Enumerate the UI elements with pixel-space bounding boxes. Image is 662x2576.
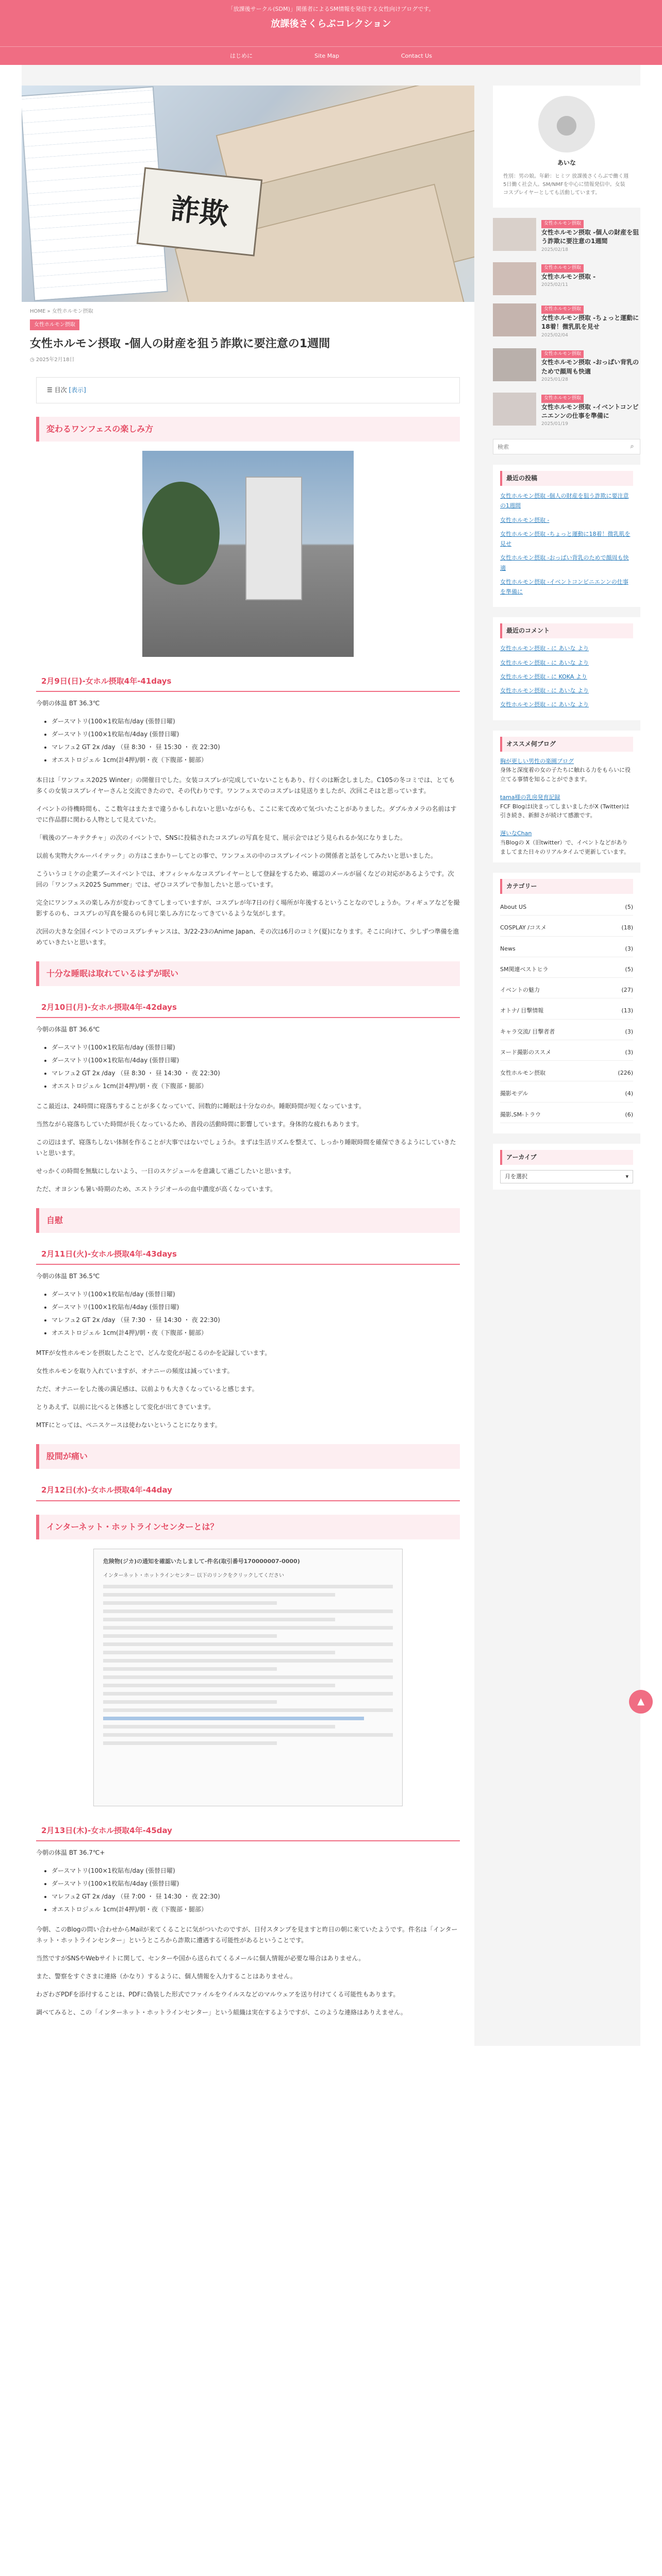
temperature-line: 今朝の体温 BT 36.3℃ <box>36 699 100 707</box>
paragraph: 当然ですがSNSやWebサイトに関して、センターや国から送られてくるメールに個人情報が必要な場合はありません。 <box>36 1954 365 1962</box>
recommended-blog <box>500 757 633 857</box>
sidebar-post-list <box>493 218 640 429</box>
list-item: • オエストロジェル 1cm(計4押)/朝・夜（下腹部・腿部） <box>52 1904 460 1915</box>
medication-list <box>52 1289 460 1338</box>
avatar <box>538 96 595 152</box>
category-item[interactable] <box>500 1107 633 1123</box>
list-item: • ダースマトリ(100×1枚貼布/4day (張替日曜) <box>52 1302 460 1313</box>
post-info <box>541 393 640 429</box>
toc-label: 目次 <box>54 386 67 394</box>
recommended-blog-link[interactable]: 胸が更しい男性の楽園ブログ <box>500 757 574 765</box>
recommended-blog-link[interactable]: tama様の乳房発育記録 <box>500 794 560 801</box>
temperature-line: 今朝の体温 BT 36.6℃ <box>36 1026 100 1033</box>
category-name[interactable]: オトナ/ 目撃情報 <box>500 1007 544 1014</box>
category-item[interactable] <box>500 941 633 957</box>
category-item[interactable] <box>500 982 633 998</box>
list-item[interactable] <box>493 348 640 384</box>
search-input[interactable] <box>493 439 624 454</box>
section-heading: インターネット・ホットラインセンターとは？ <box>36 1515 460 1539</box>
category-badge: 女性ホルモン摂取 <box>541 306 584 314</box>
page-body <box>22 65 640 2046</box>
paragraph: MTFにとっては、ペニスケースは使わないということになります。 <box>36 1421 221 1429</box>
text-line <box>103 1626 393 1630</box>
paragraph: ここ最近は、24時間に寝落ちすることが多くなっていて、回数的に睡眠は十分なのか。睡眠時間が短くなっています。 <box>36 1103 366 1110</box>
category-count: (18) <box>621 924 633 931</box>
recent-post-link[interactable]: 女性ホルモン摂取 -個人の財産を狙う詐欺に要注意の1週間 <box>500 493 629 510</box>
comment-link[interactable]: 女性ホルモン摂取 - に KOKA より <box>500 673 587 680</box>
nav-item-about[interactable]: はじめに <box>230 52 253 59</box>
recent-post-link[interactable]: 女性ホルモン摂取 - <box>500 516 550 523</box>
categories-widget <box>493 873 640 1133</box>
profile-widget <box>493 86 640 208</box>
list-item: • オエストロジェル 1cm(計4押)/朝・夜（下腹部・腿部） <box>52 1328 460 1338</box>
section-heading: 股間が痛い <box>36 1444 460 1469</box>
category-name[interactable]: About US <box>500 904 527 911</box>
post-title-link[interactable]: 女性ホルモン摂取 -おっぱい背乳のためで顔周も快適 <box>541 359 639 375</box>
text-line <box>103 1585 393 1588</box>
text-line <box>103 1601 277 1605</box>
list-item: • マレフュ2 GT 2x /day （昼 8:30 ・ 昼 14:30 ・ 夜 22:30) <box>52 1068 460 1079</box>
category-item[interactable] <box>500 961 633 978</box>
site-tagline: 「放課後サークル(SDM)」関係者によるSM情報を発信する女性向けブログです。 <box>227 6 435 12</box>
post-thumbnail[interactable] <box>493 262 536 295</box>
category-name[interactable]: イベントの魅力 <box>500 987 540 994</box>
post-thumbnail[interactable] <box>493 393 536 426</box>
email-screenshot <box>93 1549 403 1806</box>
list-item[interactable] <box>493 218 640 254</box>
post-thumbnail[interactable] <box>493 303 536 336</box>
post-info <box>541 348 640 384</box>
text-line <box>103 1593 335 1597</box>
post-thumbnail[interactable] <box>493 218 536 251</box>
email-body-text: インターネット・ホットラインセンター 以下のリンクをクリックしてください <box>103 1572 284 1579</box>
profile-name: あいな <box>557 159 576 166</box>
site-title[interactable]: 放課後さくらぶコレクション <box>271 19 391 30</box>
widget-title: 最近のコメント <box>500 623 633 638</box>
nav-item-sitemap[interactable]: Site Map <box>315 52 339 59</box>
widget-title: 最近の投稿 <box>500 471 633 486</box>
clock-icon: ◷ <box>30 357 35 363</box>
category-name[interactable]: 撮影,SM-トラウ <box>500 1111 541 1118</box>
text-line <box>103 1700 277 1704</box>
page-title: 女性ホルモン摂取 -個人の財産を狙う詐欺に要注意の1週間 <box>30 337 330 350</box>
widget-title: カテゴリー <box>500 879 633 894</box>
archive-widget <box>493 1144 640 1190</box>
category-count: (5) <box>625 904 633 911</box>
recent-comments-widget <box>493 617 640 720</box>
text-line <box>103 1733 393 1737</box>
text-line <box>103 1675 393 1679</box>
email-link <box>103 1717 364 1720</box>
category-name[interactable]: 女性ホルモン摂取 <box>500 1070 545 1077</box>
fraud-sign: 詐欺 <box>137 167 262 256</box>
text-line <box>103 1651 335 1654</box>
list-item: • オエストロジェル 1cm(計4押)/朝・夜（下腹部・腿部） <box>52 1081 460 1092</box>
category-name[interactable]: News <box>500 945 516 952</box>
paragraph: また、警察をすぐさまに連絡（かなり）するように、個人情報を入力することはありません。 <box>36 1972 296 1980</box>
sidebar <box>493 86 640 2046</box>
category-count: (4) <box>625 1090 633 1097</box>
robot-statue-graphic <box>245 477 302 600</box>
category-count: (3) <box>625 945 633 952</box>
paragraph: 完全にワンフェスの楽しみ方が変わってきてしまっていますが、コスプレが年7日の行く場所が年後するということなのでしょうか。フィギュアなどを撮影するのも、コスプレの写真を撮るのも同じ楽しみ方になってきているような気がします。 <box>36 899 460 917</box>
list-item: • ダースマトリ(100×1枚貼布/day (張替日曜) <box>52 1289 460 1300</box>
chevron-up-icon: ▲ <box>637 1696 644 1707</box>
list-item: • ダースマトリ(100×1枚貼布/day (張替日曜) <box>52 1866 460 1876</box>
day-heading: 2月11日(火)-女ホル摂取4年-43days <box>36 1245 460 1265</box>
paragraph: 本日は「ワンフェス2025 Winter」の開催日でした。女装コスプレが完成していないこともあり、行くのは断念しました。C105の冬コミでは、とても多くの女装コスプレイヤーさんと交流できたので、その代わりです。ワンフェスでのコスプレは見送りましたが、次回こそはと思っています。 <box>36 776 455 794</box>
widget-title: アーカイブ <box>500 1150 633 1165</box>
temperature-line: 今朝の体温 BT 36.7℃+ <box>36 1849 105 1856</box>
category-item[interactable] <box>500 1044 633 1061</box>
category-item[interactable] <box>500 1065 633 1081</box>
temperature-line: 今朝の体温 BT 36.5℃ <box>36 1273 100 1280</box>
list-item: • マレフュ2 GT 2x /day （昼 7:00 ・ 昼 14:30 ・ 夜 22:30) <box>52 1891 460 1902</box>
list-item: • ダースマトリ(100×1枚貼布/4day (張替日曜) <box>52 1055 460 1066</box>
list-item[interactable] <box>493 262 640 295</box>
day-heading: 2月12日(水)-女ホル摂取4年-44day <box>36 1481 460 1501</box>
post-date: 2025/02/18 <box>541 247 568 252</box>
paragraph: この辺はまず、寝落ちしない体制を作ることが大事ではないでしょうか。まずは生活リズムを整えて、しっかり睡眠時間を確保できるようにしていきたいと思います。 <box>36 1139 456 1157</box>
category-item[interactable] <box>500 1024 633 1040</box>
article-body <box>22 417 474 2018</box>
post-info <box>541 262 595 295</box>
text-line <box>103 1642 393 1646</box>
paragraph: こういうコミケの企業ブースイベントでは、オフィシャルなコスプレイヤーとして登録をするため、確認のメールが届くなどの対応があるようです。次回の「ワンフェス2025 Summer」では、ぜひコスプレで参加したいと思っています。 <box>36 870 454 888</box>
text-line <box>103 1667 277 1671</box>
category-badge: 女性ホルモン摂取 <box>541 264 584 273</box>
paragraph: ただ、オヨシンも暑い時期のため、エストラジオールの血中濃度が高くなっています。 <box>36 1185 277 1193</box>
category-count: (3) <box>625 1048 633 1056</box>
main-content <box>22 86 474 2046</box>
medication-list <box>52 1866 460 1915</box>
recommended-blog-link[interactable]: 遅いなChan <box>500 830 532 837</box>
comment-link[interactable]: 女性ホルモン摂取 - に あいな より <box>500 687 589 694</box>
category-name[interactable]: ヌード撮影のススメ <box>500 1048 551 1056</box>
paragraph: ただ、オナニーをした後の満足感は、以前よりも大きくなっていると感じます。 <box>36 1385 258 1393</box>
scroll-to-top-button[interactable] <box>629 1690 653 1714</box>
list-item: • ダースマトリ(100×1枚貼布/day (張替日曜) <box>52 716 460 727</box>
day-heading: 2月10日(月)-女ホル摂取4年-42days <box>36 998 460 1018</box>
post-title-link[interactable]: 女性ホルモン摂取 -イベントコンビニエンンの仕事を準備に <box>541 403 639 419</box>
email-subject: 危険物(ジカ)の通知を確認いたしまして-件名(取引番号170000007-0000) <box>103 1557 300 1565</box>
section-heading: 自慰 <box>36 1208 460 1233</box>
post-date-text: 2025年2月18日 <box>36 357 75 363</box>
category-count: (226) <box>618 1070 633 1077</box>
recent-post-link[interactable]: 女性ホルモン摂取 -おっぱい背乳のためで顔周も快適 <box>500 554 629 571</box>
post-date: 2025/01/28 <box>541 377 568 383</box>
category-item[interactable] <box>500 899 633 916</box>
text-line <box>103 1692 393 1696</box>
recommended-blogs-widget <box>493 731 640 863</box>
search-icon[interactable]: ⌕ <box>630 442 634 450</box>
category-count: (27) <box>621 987 633 994</box>
list-item: • ダースマトリ(100×1枚貼布/day (張替日曜) <box>52 1042 460 1053</box>
category-name[interactable]: キャラ交流/ 目撃者者 <box>500 1028 555 1035</box>
category-item[interactable] <box>500 1086 633 1102</box>
list-item: • オエストロジェル 1cm(計4押)/朝・夜（下腹部・腿部） <box>52 755 460 766</box>
category-badge: 女性ホルモン摂取 <box>541 350 584 359</box>
category-item[interactable] <box>500 1003 633 1019</box>
category-badge[interactable]: 女性ホルモン摂取 <box>30 319 79 331</box>
text-line <box>103 1634 277 1638</box>
recent-posts-widget <box>493 465 640 607</box>
paragraph: 今朝、このBlogの問い合わせからMailが来てくることに気がついたのですが、日付スタンプを見ますと昨日の朝に来ていたようです。件名は「インターネット・ホットラインセンター」というところから詐欺に遭遇する可能性があるということです。 <box>36 1925 458 1944</box>
comment-link[interactable]: 女性ホルモン摂取 - に あいな より <box>500 645 589 652</box>
post-info <box>541 218 640 254</box>
category-item[interactable] <box>500 920 633 936</box>
profile-description: 性別：男の娘。年齢：ヒミツ 放課後さくらぶで働く週5日働く社会人。SM/NMFを中心に情報発信中。女装コスプレイヤーとしても活動しています。 <box>503 174 629 196</box>
paragraph: 次回の大きな全国イベントでのコスプレチャンスは、3/22-23のAnime Japan、その次は6月のコミケ(夏)になります。そこに向けて、少しずつ準備を進めていきたいと思います。 <box>36 927 459 946</box>
recent-post-link[interactable]: 女性ホルモン摂取 -ちょっと運動に18着！微乳肌を見せ <box>500 530 631 548</box>
text-line <box>103 1659 393 1663</box>
paragraph: わざわざPDFを添付することは、PDFに偽装した形式でファイルをウイルスなどのマルウェアを送り付けてくる可能性もあります。 <box>36 1990 400 1998</box>
day-heading: 2月13日(木)-女ホル摂取4年-45day <box>36 1822 460 1841</box>
category-badge: 女性ホルモン摂取 <box>541 220 584 228</box>
list-item: • マレフュ2 GT 2x /day （昼 7:30 ・ 昼 14:30 ・ 夜 22:30) <box>52 1315 460 1326</box>
archive-select-label: 月を選択 <box>505 1173 527 1180</box>
category-name[interactable]: SM関連ベストヒラ <box>500 965 549 973</box>
text-line <box>103 1725 335 1728</box>
list-item[interactable] <box>493 393 640 429</box>
text-line <box>103 1609 393 1613</box>
recent-post-link[interactable]: 女性ホルモン摂取 -イベントコンビニエンンの仕事を準備に <box>500 578 628 596</box>
post-date: 2025/02/04 <box>541 332 568 338</box>
list-icon: ☰ <box>47 386 53 394</box>
user-icon: ● <box>555 109 578 139</box>
toc-toggle-link[interactable]: [表示] <box>69 386 86 394</box>
paragraph: とりあえず、以前に比べると体感として変化が出てきています。 <box>36 1403 215 1411</box>
category-count: (3) <box>625 1028 633 1035</box>
post-title-link[interactable]: 女性ホルモン摂取 - <box>541 273 596 281</box>
text-line <box>103 1708 393 1712</box>
category-count: (5) <box>625 965 633 973</box>
text-line <box>103 1741 277 1745</box>
category-badge: 女性ホルモン摂取 <box>541 395 584 403</box>
recommended-blog-text: 当Blogの X（旧twitter）で、イベントなどがありましてまた日々のリアルタイムで更新しています。 <box>500 839 630 855</box>
post-date: 2025/01/19 <box>541 421 568 427</box>
text-line <box>103 1618 335 1621</box>
post-info <box>541 303 640 340</box>
section-heading: 十分な睡眠は取れているはずが眠い <box>36 961 460 986</box>
post-date <box>22 352 474 373</box>
event-photo <box>142 451 354 657</box>
eyecatch-image <box>22 86 474 302</box>
post-title-link[interactable]: 女性ホルモン摂取 -個人の財産を狙う詐欺に要注意の1週間 <box>541 228 639 245</box>
site-header <box>0 0 662 46</box>
medication-list <box>52 1042 460 1092</box>
post-date: 2025/02/11 <box>541 282 568 288</box>
nav-item-contact[interactable]: Contact Us <box>401 52 432 59</box>
breadcrumb[interactable]: HOME » 女性ホルモン摂取 <box>30 309 93 314</box>
paragraph: MTFが女性ホルモンを摂取したことで、どんな変化が起こるのかを記録しています。 <box>36 1349 271 1357</box>
recommended-blog-text: FCF BlogはI決まってしまいましたがX (Twitter)は引き続き、新鮮さが続けて感激です。 <box>500 803 630 819</box>
search-box <box>493 439 640 454</box>
paragraph: 「戦後のアーキテクチャ」の次のイベントで、SNSに投稿されたコスプレの写真を見て、展示会ではどう見られるか気になりました。 <box>36 834 407 841</box>
medication-list <box>52 716 460 766</box>
paragraph: イベントの待機時間も、ここ数年はまたまで違うかもしれないと思いながらも、ここに来て改めて気づいたことがありました。ダブルカメラの名前はすでに作品群に関わる人物として見えていた。 <box>36 805 457 823</box>
global-nav <box>0 46 662 65</box>
archive-select[interactable] <box>500 1170 633 1183</box>
text-line <box>103 1684 335 1687</box>
widget-title: オススメ何ブログ <box>500 737 633 752</box>
category-count: (13) <box>621 1007 633 1014</box>
recommended-blog-text: 身体と深度着の女の子たちに触れる力をもらいに役立てる事情を知ることができます。 <box>500 767 631 783</box>
day-heading: 2月9日(日)-女ホル摂取4年-41days <box>36 672 460 692</box>
category-name[interactable]: 撮影モデル <box>500 1090 528 1097</box>
tree-graphic <box>142 482 220 585</box>
post-title-link[interactable]: 女性ホルモン摂取 -ちょっと運動に18着！微乳肌を見せ <box>541 314 639 331</box>
chevron-down-icon: ▾ <box>625 1173 628 1180</box>
post-thumbnail[interactable] <box>493 348 536 381</box>
paragraph: 調べてみると、この「インターネット・ホットラインセンター」という組織は実在するようですが、このような連絡はありえません。 <box>36 2008 407 2016</box>
paragraph: 当然ながら寝落ちしていた時間が長くなっているため、普段の活動時間に影響しています。身体的な疲れもあります。 <box>36 1121 363 1128</box>
list-item: • ダースマトリ(100×1枚貼布/4day (張替日曜) <box>52 1878 460 1889</box>
category-name[interactable]: COSPLAY /コスメ <box>500 924 547 931</box>
category-count: (6) <box>625 1111 633 1118</box>
table-of-contents <box>36 377 460 403</box>
comment-link[interactable]: 女性ホルモン摂取 - に あいな より <box>500 701 589 708</box>
list-item: • ダースマトリ(100×1枚貼布/4day (張替日曜) <box>52 729 460 740</box>
paragraph: 女性ホルモンを取り入れていますが、オナニーの頻度は減っています。 <box>36 1367 234 1375</box>
paragraph: 以前も実物大クルーパイテック」の方はこまかりーしてとの事で、ワンフェスの中のコスプレイベントの関係者と話をしてみたいと思いました。 <box>36 852 437 859</box>
paragraph: せっかくの時間を無駄にしないよう、一日のスケジュールを意識して過ごしたいと思います。 <box>36 1167 295 1175</box>
list-item[interactable] <box>493 303 640 340</box>
comment-link[interactable]: 女性ホルモン摂取 - に あいな より <box>500 659 589 666</box>
section-heading: 変わるワンフェスの楽しみ方 <box>36 417 460 442</box>
list-item: • マレフュ2 GT 2x /day （昼 8:30 ・ 昼 15:30 ・ 夜 22:30) <box>52 742 460 753</box>
